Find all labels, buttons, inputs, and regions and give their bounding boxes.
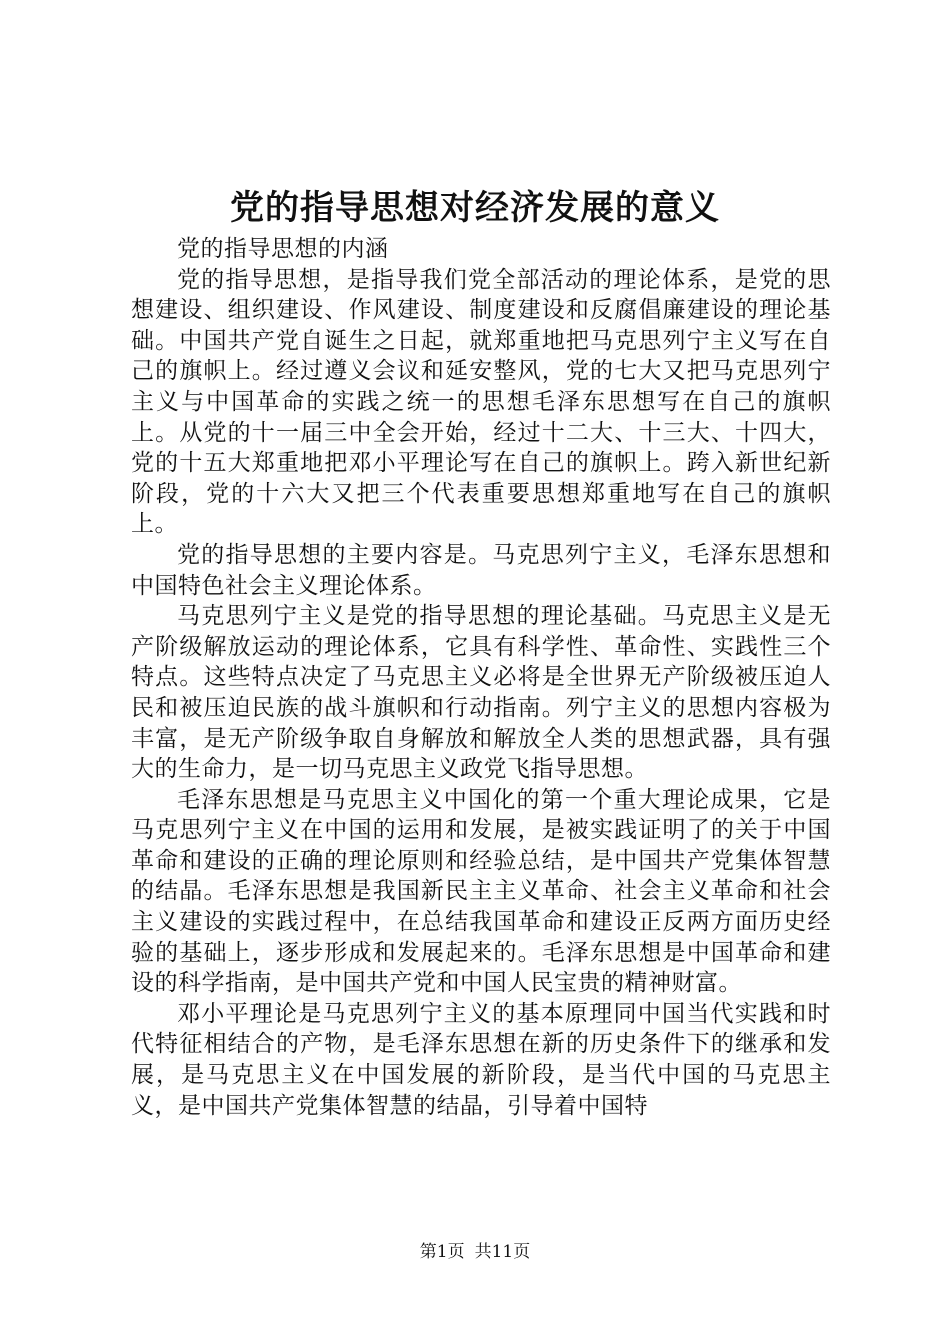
paragraph-deng-theory: 邓小平理论是马克思列宁主义的基本原理同中国当代实践和时代特征相结合的产物，是毛泽东思想在新的历史条件下的继承和发展，是马克思主义在中国发展的新阶段，是当代中国的马克思主义，是中国共产党集体智慧的结晶，引导着中国特 <box>131 1000 831 1119</box>
paragraph-marxism-leninism: 马克思列宁主义是党的指导思想的理论基础。马克思主义是无产阶级解放运动的理论体系，它具有科学性、革命性、实践性三个特点。这些特点决定了马克思主义必将是全世界无产阶级被压迫人民和被压迫民族的战斗旗帜和行动指南。列宁主义的思想内容极为丰富，是无产阶级争取自身解放和解放全人类的思想武器，具有强大的生命力，是一切马克思主义政党飞指导思想。 <box>131 603 831 783</box>
paragraph-main-content: 党的指导思想的主要内容是。马克思列宁主义，毛泽东思想和中国特色社会主义理论体系。 <box>131 541 831 599</box>
section-heading: 党的指导思想的内涵 <box>177 236 389 262</box>
document-title: 党的指导思想对经济发展的意义 <box>230 188 720 228</box>
paragraph-mao-thought: 毛泽东思想是马克思主义中国化的第一个重大理论成果，它是马克思列宁主义在中国的运用和发展，是被实践证明了的关于中国革命和建设的正确的理论原则和经验总结，是中国共产党集体智慧的结晶。毛泽东思想是我国新民主主义革命、社会主义革命和社会主义建设的实践过程中，在总结我国革命和建设正反两方面历史经验的基础上，逐步形成和发展起来的。毛泽东思想是中国革命和建设的科学指南，是中国共产党和中国人民宝贵的精神财富。 <box>131 786 831 997</box>
page-footer <box>0 1240 950 1264</box>
document-body <box>131 234 831 1121</box>
page-total: 共11页 <box>474 1242 531 1262</box>
page-number: 第1页 <box>419 1242 465 1262</box>
paragraph-guiding-ideology: 党的指导思想，是指导我们党全部活动的理论体系，是党的思想建设、组织建设、作风建设、制度建设和反腐倡廉建设的理论基础。中国共产党自诞生之日起，就郑重地把马克思列宁主义写在自己的旗帜上。经过遵义会议和延安整风，党的七大又把马克思列宁主义与中国革命的实践之统一的思想毛泽东思想写在自己的旗帜上。从党的十一届三中全会开始，经过十二大、十三大、十四大，党的十五大郑重地把邓小平理论写在自己的旗帜上。跨入新世纪新阶段，党的十六大又把三个代表重要思想郑重地写在自己的旗帜上。 <box>131 266 831 538</box>
